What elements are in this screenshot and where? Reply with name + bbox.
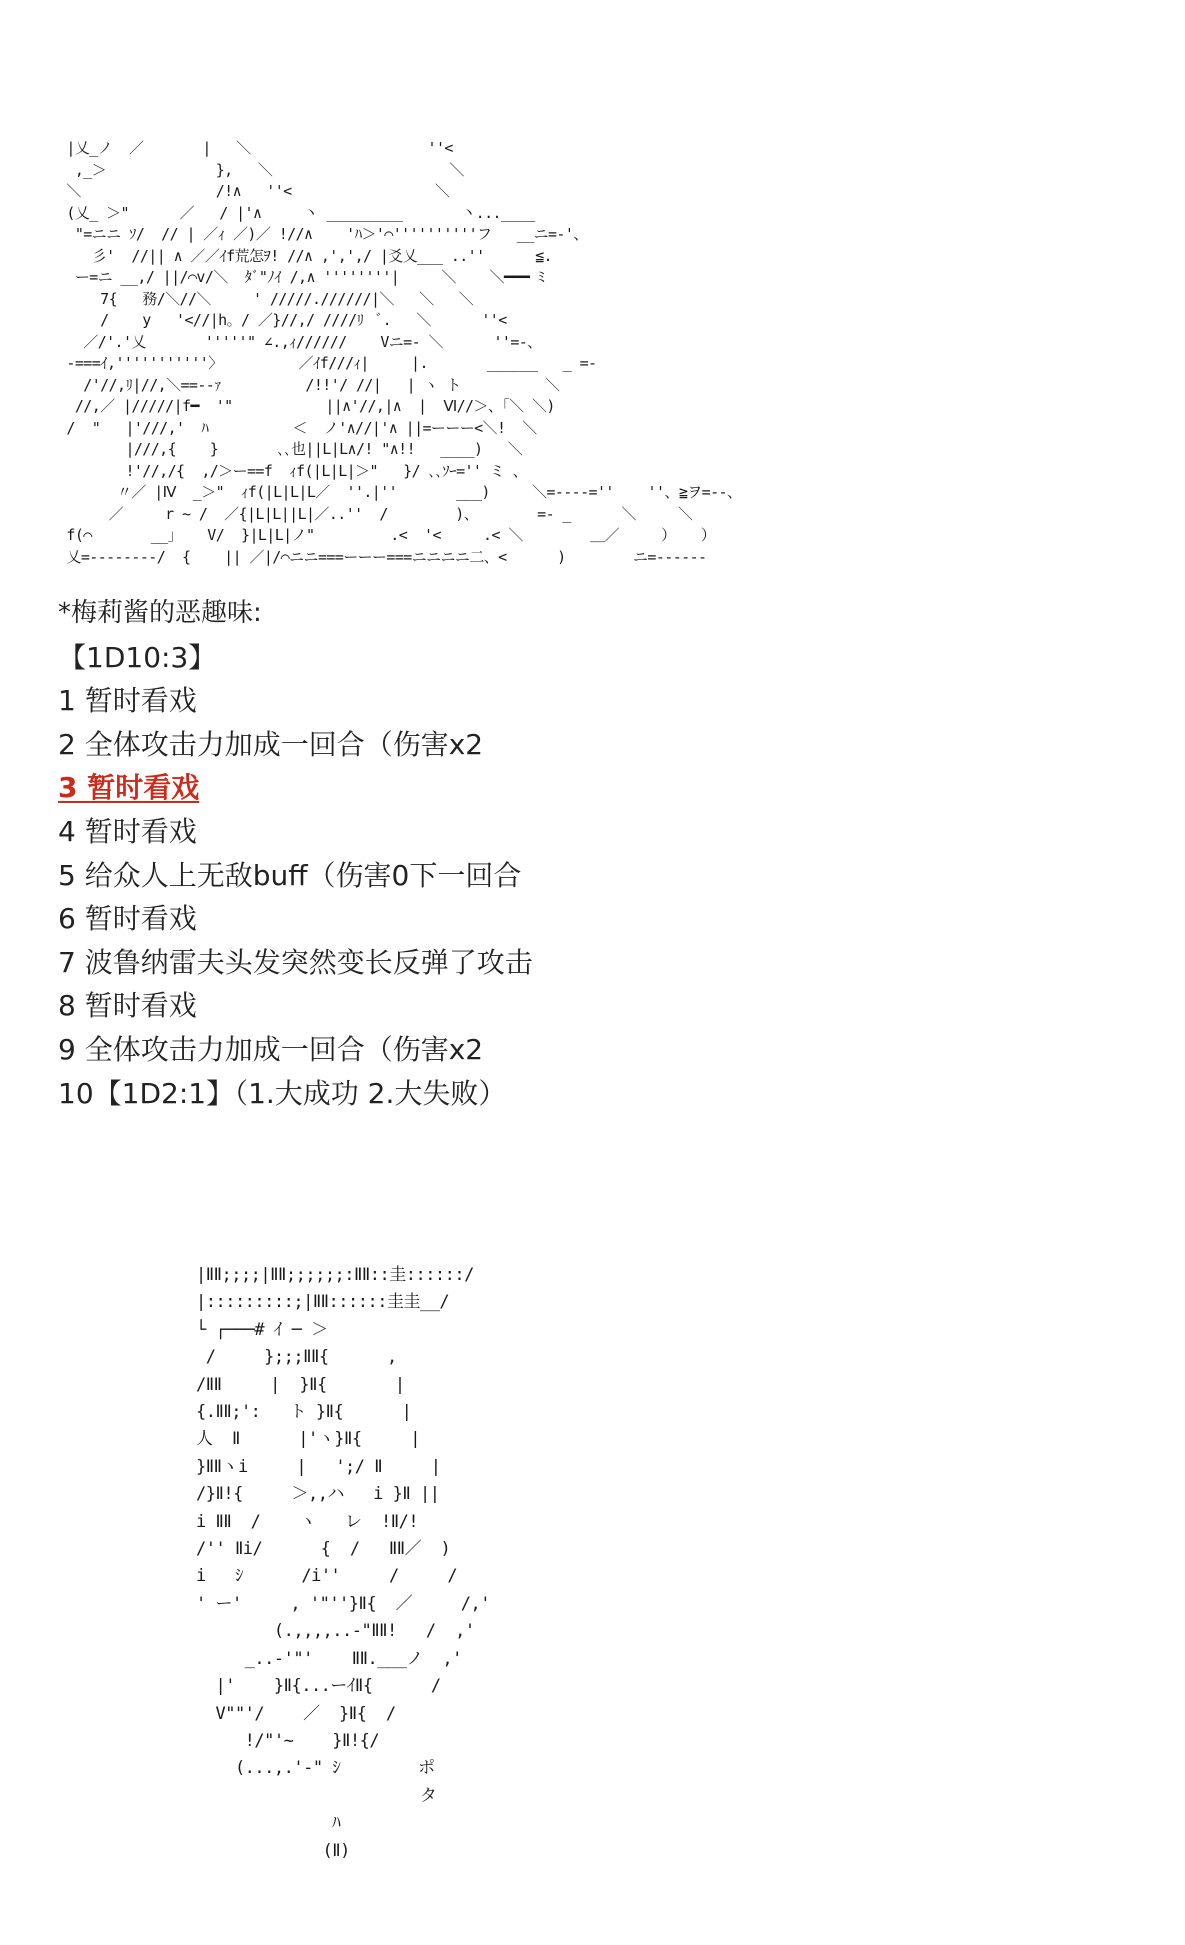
option-8: 8 暂时看戏 bbox=[58, 989, 197, 1023]
option-3-selected: 3 暂时看戏 bbox=[58, 771, 200, 805]
option-2: 2 全体攻击力加成一回合（伤害x2 bbox=[58, 727, 484, 761]
option-9: 9 全体攻击力加成一回合（伤害x2 bbox=[58, 1032, 484, 1066]
option-6: 6 暂时看戏 bbox=[58, 902, 197, 936]
dice-roll-text bbox=[58, 592, 1158, 1115]
option-7: 7 波鲁纳雷夫头发突然变长反弹了攻击 bbox=[58, 945, 533, 979]
option-1: 1 暂时看戏 bbox=[58, 684, 197, 718]
option-5: 5 给众人上无敌buff（伤害0下一回合 bbox=[58, 858, 522, 892]
ascii-art-figure: |ⅡⅡ;;;;|ⅡⅡ;;;;;;:ⅡⅡ::圭::::::/ |:::::::::;|ⅡⅡ::::::圭圭__/ └ ┌───# ｲ ─ ＞ / };;;ⅡⅡ{ , /ⅡⅡ | }Ⅱ{ | {.ⅡⅡ;': ト }Ⅱ{ | 人 Ⅱ |'ヽ}Ⅱ{ | }ⅡⅡヽi | ';/ Ⅱ | /}Ⅱ!{ ＞,,ハ i }Ⅱ || i ⅡⅡ / ヽ レ !Ⅱ/! /'' Ⅱi/ { / ⅡⅡ／ ) i ｼ /i'' / / ' ー' , '"''}Ⅱ{ ／ /,' (.,,,,..-"ⅡⅡ! / ,' _..-'"' ⅡⅡ.___ノ ,' |' }Ⅱ{...ーｲⅡ{ / V""'/ ／ }Ⅱ{ / !/"'~ }Ⅱ!{/ (...,.'-" ｼ ポ タ ﾊ (Ⅱ) bbox=[196, 1265, 490, 1861]
section-title: *梅莉酱的恶趣味: bbox=[58, 598, 262, 628]
option-4: 4 暂时看戏 bbox=[58, 814, 197, 848]
option-10: 10【1D2:1】（1.大成功 2.大失败） bbox=[58, 1076, 507, 1110]
dice-result: 【1D10:3】 bbox=[58, 640, 217, 674]
ascii-art-battle-scene: |乂_ノ ／ | ＼ ''< ,_＞ }, ＼ ＼ ＼ /!∧ ''< ＼ (乂_ ＞" ／ / |'∧ 丶 _________ 丶...____ "=ニニ ｿ/ // | ／ｨ ／)／ !//∧ 'ﾊ＞'⌒''''''''''フ __ニ=-'、 彡' //|| ∧ ／／ｲf荒怎ｦ! //∧ ,',',/ |爻乂___ ..'' ≦. ー=ニ __,/ ||/⌒v/＼ ﾀﾞ"ﾉｲ /,∧ ''''''''| ＼ ＼━━━ ﾐ 7{ 務/＼//＼ ' /////.//////|＼ ＼ ＼ / y '<//|h。/ ／}//,/ ////ﾘ ﾞ. ＼ ''< ／/'.'乂 '''''" ∠.,ｨ////// Vニ=- ＼ ''=-、 -===ｲ,'''''''''''〉 ／ｲf///ｨ| |. ______ _ =- /'//,ﾘ|//,＼==--ｧ /!!'/ //| | ヽ ト ＼ //,／ |/////|f━ '" ||∧'//,|∧ | Ⅵ//＞、「＼ ＼) / " |'///,' ﾊ ＜ ノ'∧//|'∧ ||=ーーー<＼! ＼ |///,{ } ､､也||L|L∧/! "∧!! ____) ＼ !'//,/{ ,/＞ー==f ｨf(|L|L|＞" }/ ､､ｿｰ='' ミ 、 〃／ |Ⅳ _＞" ｨf(|L|L|L／ ''.|'' ___) ＼=----='' ''、≧ヲ=--、 ／ r ~ / ／{|L|L||L|／..'' / )、 =- _ ＼ ＼ f(⌒ __」 V/ }|L|L|ノ" .< '< .< ＼ ＿／ ） ） 乂=--------/ { || ／|/⌒ニニ===ーーー===ニニニニ二、< ) ニ=------ bbox=[66, 139, 742, 566]
